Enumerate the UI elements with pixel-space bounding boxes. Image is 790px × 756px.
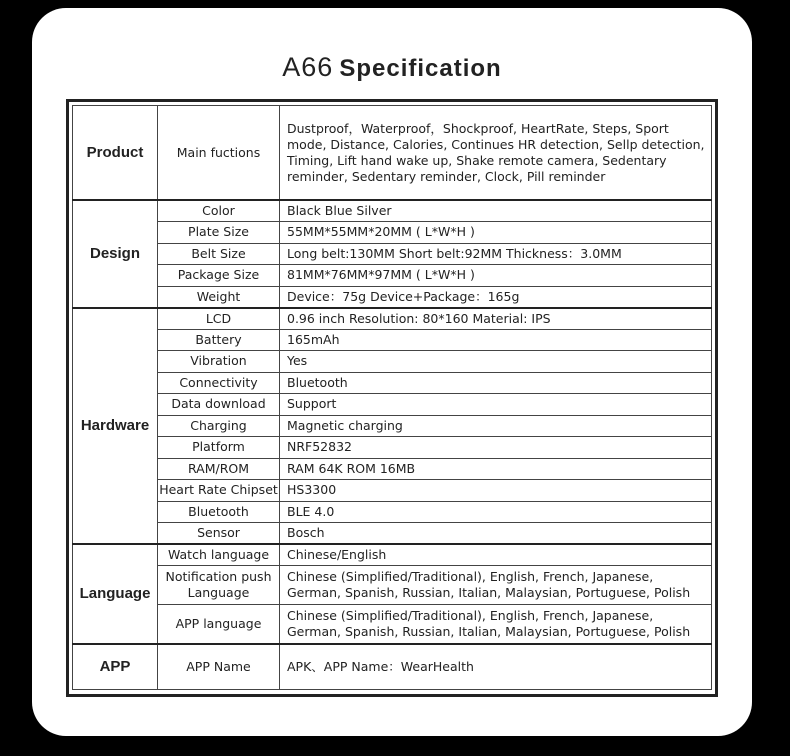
field-value: Dustproof，Waterproof，Shockproof, HeartRate, Steps, Sport mode, Distance, Calories, Continues HR detection, Sellp detection, Timing, Lift hand wake up, Shake remote camera, Sedentary reminder, Sedentary reminder, Clock, Pill reminder	[280, 106, 712, 201]
field-label: APP Name	[158, 644, 280, 690]
field-label: Main fuctions	[158, 106, 280, 201]
field-value: Chinese (Simplified/Traditional), English, French, Japanese, German, Spanish, Russian, Italian, Malaysian, Portuguese, Polish	[280, 605, 712, 645]
table-row	[73, 605, 712, 645]
field-value: Bluetooth	[280, 372, 712, 394]
field-label: Vibration	[158, 351, 280, 373]
field-value: Magnetic charging	[280, 415, 712, 437]
field-value: APK、APP Name：WearHealth	[280, 644, 712, 690]
category-language: Language	[73, 544, 158, 644]
field-label: Sensor	[158, 523, 280, 545]
field-value: Chinese (Simplified/Traditional), English, French, Japanese, German, Spanish, Russian, Italian, Malaysian, Portuguese, Polish	[280, 566, 712, 605]
table-row	[73, 286, 712, 308]
field-label: Color	[158, 200, 280, 222]
field-value: Chinese/English	[280, 544, 712, 566]
category-product: Product	[73, 106, 158, 201]
field-value: Black Blue Silver	[280, 200, 712, 222]
table-row	[73, 106, 712, 201]
field-label: Heart Rate Chipset	[158, 480, 280, 502]
field-label: Plate Size	[158, 222, 280, 244]
category-hardware: Hardware	[73, 308, 158, 545]
table-row	[73, 644, 712, 690]
category-design: Design	[73, 200, 158, 308]
table-row	[73, 501, 712, 523]
field-label: Notification push Language	[158, 566, 280, 605]
field-value: 165mAh	[280, 329, 712, 351]
table-row	[73, 265, 712, 287]
field-label: Data download	[158, 394, 280, 416]
category-app: APP	[73, 644, 158, 690]
table-row	[73, 544, 712, 566]
field-value: Device：75g Device+Package：165g	[280, 286, 712, 308]
table-row	[73, 480, 712, 502]
field-value: Long belt:130MM Short belt:92MM Thickness：3.0MM	[280, 243, 712, 265]
model-name: A66	[282, 52, 334, 82]
table-row	[73, 308, 712, 330]
field-label: RAM/ROM	[158, 458, 280, 480]
field-value: BLE 4.0	[280, 501, 712, 523]
field-label: Charging	[158, 415, 280, 437]
field-label: Bluetooth	[158, 501, 280, 523]
table-row	[73, 415, 712, 437]
table-row	[73, 222, 712, 244]
field-label: Connectivity	[158, 372, 280, 394]
field-value: Yes	[280, 351, 712, 373]
table-row	[73, 351, 712, 373]
field-label: APP language	[158, 605, 280, 645]
table-row	[73, 523, 712, 545]
field-label: LCD	[158, 308, 280, 330]
table-row	[73, 566, 712, 605]
table-row	[73, 372, 712, 394]
page-title	[32, 52, 752, 83]
field-value: 81MM*76MM*97MM ( L*W*H )	[280, 265, 712, 287]
field-label: Battery	[158, 329, 280, 351]
field-value: HS3300	[280, 480, 712, 502]
field-value: 55MM*55MM*20MM ( L*W*H )	[280, 222, 712, 244]
field-value: NRF52832	[280, 437, 712, 459]
table-row	[73, 329, 712, 351]
field-label: Watch language	[158, 544, 280, 566]
field-value: 0.96 inch Resolution: 80*160 Material: IPS	[280, 308, 712, 330]
field-value: Support	[280, 394, 712, 416]
field-value: Bosch	[280, 523, 712, 545]
field-label: Belt Size	[158, 243, 280, 265]
field-value: RAM 64K ROM 16MB	[280, 458, 712, 480]
table-row	[73, 243, 712, 265]
field-label: Platform	[158, 437, 280, 459]
table-row	[73, 458, 712, 480]
table-row	[73, 200, 712, 222]
title-word: Specification	[339, 55, 502, 82]
table-row	[73, 394, 712, 416]
field-label: Weight	[158, 286, 280, 308]
spec-table	[72, 105, 712, 690]
table-row	[73, 437, 712, 459]
field-label: Package Size	[158, 265, 280, 287]
